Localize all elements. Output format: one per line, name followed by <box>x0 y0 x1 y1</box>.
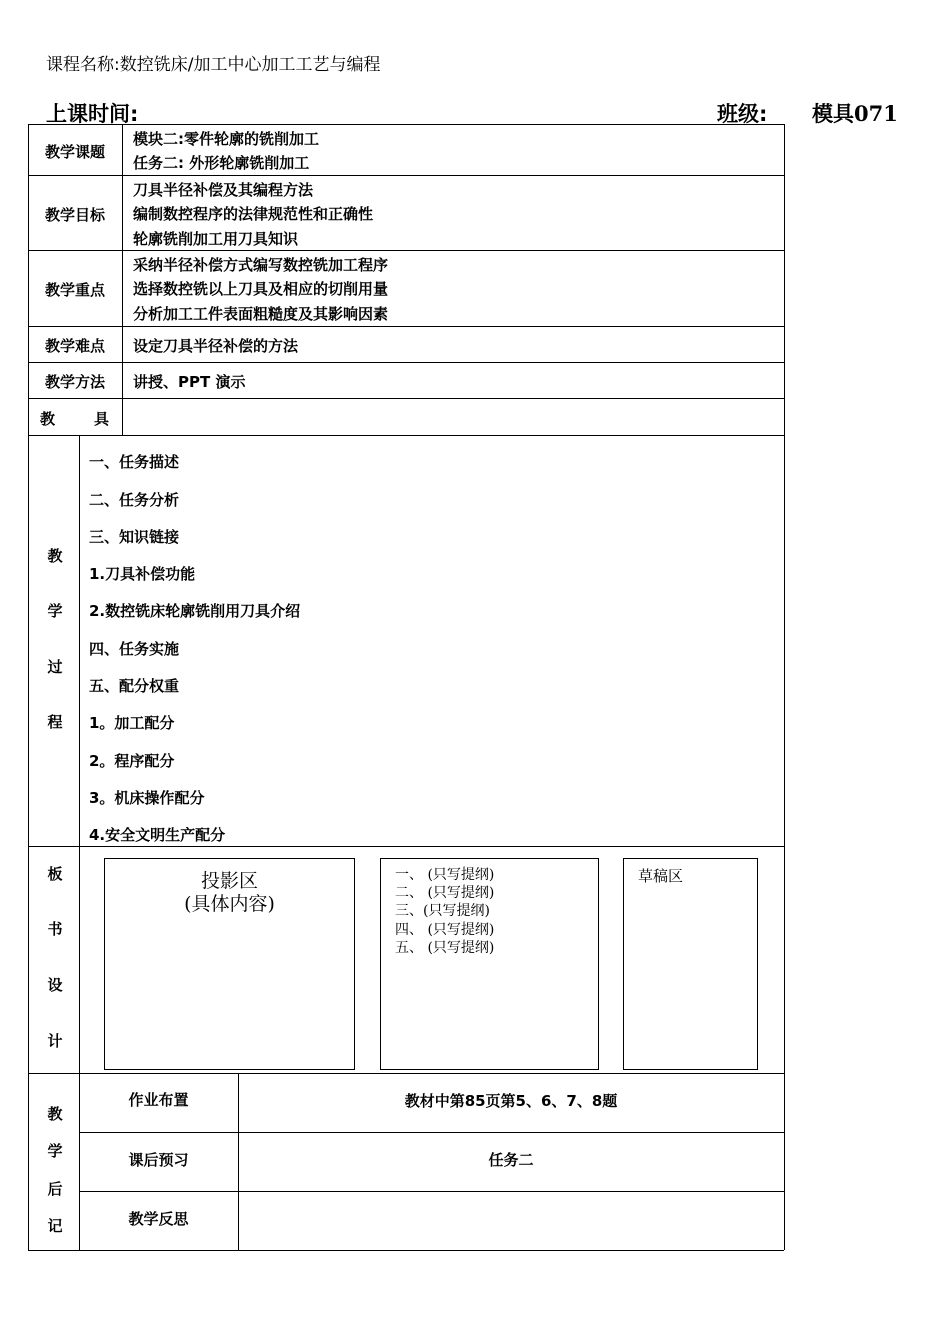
key-line-1: 采纳半径补偿方式编写数控铣加工程序 <box>133 256 389 274</box>
outline-line: 一、 (只写提纲) <box>395 867 495 883</box>
difficulty-label: 教学难点 <box>44 337 105 355</box>
course-name: 课程名称:数控铣床/加工中心加工工艺与编程 <box>46 55 381 75</box>
process-item: 1。加工配分 <box>89 714 175 732</box>
topic-line-1: 模块二:零件轮廓的铣削加工 <box>133 130 319 148</box>
method-line-1: 讲授、PPT 演示 <box>133 373 246 391</box>
process-label-char: 学 <box>47 602 63 620</box>
topic-line-2: 任务二: 外形轮廓铣削加工 <box>133 154 310 172</box>
board-label-char: 书 <box>47 920 63 938</box>
goal-line-2: 编制数控程序的法律规范性和正确性 <box>133 205 374 223</box>
process-item: 1.刀具补偿功能 <box>89 565 196 583</box>
key-line-2: 选择数控铣以上刀具及相应的切削用量 <box>133 280 389 298</box>
preview-value: 任务二 <box>488 1151 534 1169</box>
process-item: 2.数控铣床轮廓铣削用刀具介绍 <box>89 602 301 620</box>
tools-label-right: 具 <box>94 410 110 428</box>
class-label: 班级: <box>717 102 768 126</box>
postscript-label-char: 学 <box>47 1142 63 1160</box>
postscript-label-char: 记 <box>47 1217 63 1235</box>
process-item: 一、任务描述 <box>89 453 180 471</box>
process-item: 2。程序配分 <box>89 752 175 770</box>
postscript-label-char: 后 <box>47 1180 63 1198</box>
process-item: 二、任务分析 <box>89 491 180 509</box>
process-item: 四、任务实施 <box>89 640 180 658</box>
board-label-char: 设 <box>47 976 63 994</box>
process-label-char: 教 <box>47 547 63 565</box>
process-label-char: 程 <box>47 713 63 731</box>
difficulty-line-1: 设定刀具半径补偿的方法 <box>133 337 299 355</box>
class-time-label: 上课时间: <box>46 102 139 126</box>
projection-area <box>104 858 355 1070</box>
board-label-char: 板 <box>47 865 63 883</box>
reflection-label: 教学反思 <box>128 1210 189 1228</box>
goal-label: 教学目标 <box>44 206 105 224</box>
outline-line: 四、 (只写提纲) <box>395 922 495 938</box>
postscript-label-char: 教 <box>47 1105 63 1123</box>
key-line-3: 分析加工工件表面粗糙度及其影响因素 <box>133 305 389 323</box>
outline-line: 三、(只写提纲) <box>395 903 490 919</box>
goal-line-1: 刀具半径补偿及其编程方法 <box>133 181 314 199</box>
board-label-char: 计 <box>47 1032 63 1050</box>
outline-line: 二、 (只写提纲) <box>395 885 495 901</box>
homework-label: 作业布置 <box>128 1091 189 1109</box>
projection-title: 投影区 <box>200 870 258 892</box>
process-item: 三、知识链接 <box>89 528 180 546</box>
projection-subtitle: (具体内容) <box>184 893 275 915</box>
goal-line-3: 轮廓铣削加工用刀具知识 <box>133 230 299 248</box>
outline-line: 五、 (只写提纲) <box>395 940 495 956</box>
method-label: 教学方法 <box>44 373 105 391</box>
class-value: 模具071 <box>812 101 898 126</box>
tools-label-left: 教 <box>40 410 56 428</box>
homework-value: 教材中第85页第5、6、7、8题 <box>404 1092 618 1110</box>
process-item: 五、配分权重 <box>89 677 180 695</box>
process-item: 3。机床操作配分 <box>89 789 205 807</box>
draft-label: 草稿区 <box>638 867 684 885</box>
draft-area <box>623 858 758 1070</box>
process-label-char: 过 <box>47 658 63 676</box>
process-item: 4.安全文明生产配分 <box>89 826 226 844</box>
preview-label: 课后预习 <box>128 1151 189 1169</box>
topic-label: 教学课题 <box>44 143 105 161</box>
key-label: 教学重点 <box>44 281 105 299</box>
